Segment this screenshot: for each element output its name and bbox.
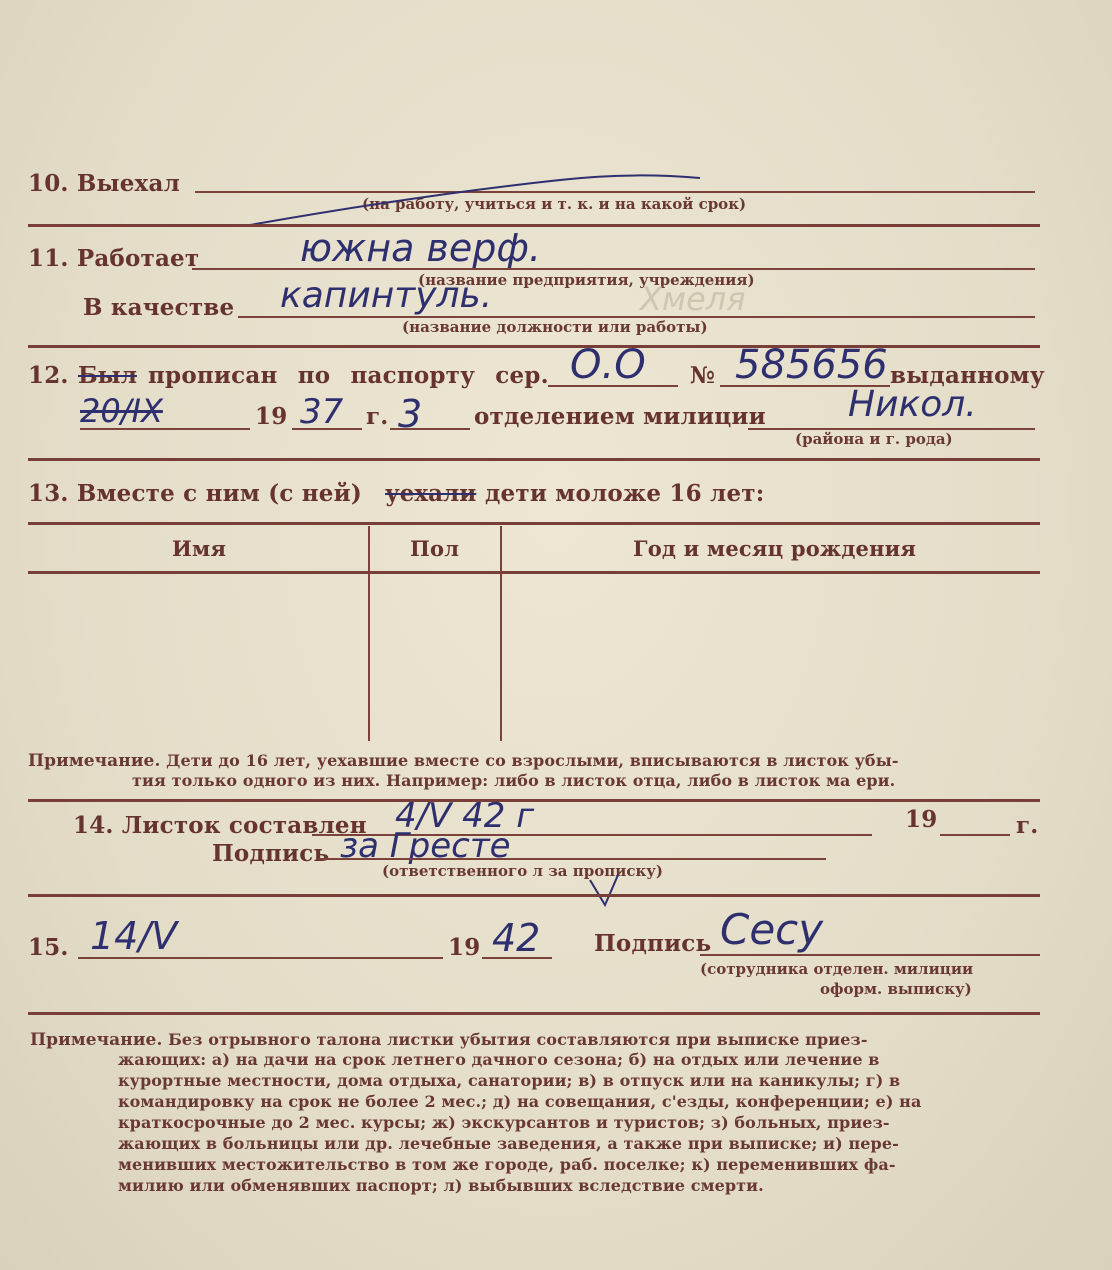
city-caption: (района и г. рода) — [795, 430, 953, 448]
column-header-name: Имя — [172, 536, 227, 561]
divider-rule — [28, 894, 1040, 897]
year-prefix-14: 19 — [905, 806, 938, 833]
handwritten-passport-number: 585656 — [735, 342, 888, 388]
signature-label-15: Подпись — [594, 930, 712, 957]
section-13-label-end: дети моложе 16 лет: — [485, 480, 765, 507]
column-header-birth: Год и месяц рождения — [633, 536, 917, 561]
handwritten-issue-date: 20/IX — [80, 392, 163, 430]
handwritten-compiled-date: 4/V 42 г — [395, 796, 535, 836]
section-11-label: 11. Работает — [28, 245, 200, 272]
year-prefix: 19 — [255, 403, 288, 430]
dept-label: отделением милиции — [474, 403, 766, 430]
note-2-line-1: Примечание. Без отрывного талона листки убытия составляются при выписке приез- — [30, 1030, 868, 1050]
handwritten-issue-year: 37 — [300, 392, 344, 432]
section-14-caption: (ответственного л за прописку) — [382, 862, 663, 880]
section-15-label: 15. — [28, 934, 69, 961]
note-2-line-7: менивших местожительство в том же городе, раб. поселке; к) переменивших фа- — [118, 1155, 896, 1174]
section-12-number: 12. — [28, 362, 69, 389]
note-2-line-4: командировку на срок не более 2 мес.; д) на совещания, с'езды, конференции; е) на — [118, 1092, 922, 1111]
issued-label: выданному — [890, 362, 1045, 389]
section-14-label: 14. Листок составлен — [73, 812, 367, 839]
year-line-15 — [482, 957, 552, 959]
note-1-line-1: Примечание. Дети до 16 лет, уехавшие вместе со взрослыми, вписываются в листок убы- — [28, 751, 899, 771]
section-13-label-start: 13. Вместе с ним (с ней) — [28, 480, 362, 507]
struck-word-uehali: уехали — [385, 480, 477, 507]
section-10-label: 10. Выехал — [28, 170, 180, 197]
handwritten-workplace: южна верф. — [300, 226, 541, 270]
column-header-sex: Пол — [410, 536, 460, 561]
role-caption: (название должности или работы) — [402, 318, 708, 336]
note-2-line-8: милию или обменявших паспорт; л) выбывших вследствие смерти. — [118, 1176, 764, 1195]
year-prefix-15: 19 — [448, 934, 481, 961]
handwritten-city: Никол. — [848, 384, 977, 425]
handwritten-signature-15: Сесу — [720, 905, 824, 954]
workplace-caption: (название предприятия, учреждения) — [418, 271, 755, 289]
date-line-15 — [78, 957, 443, 959]
role-label: В качестве — [83, 294, 235, 321]
handwritten-dept-number: 3 — [398, 392, 423, 436]
struck-word-byl: Был — [78, 362, 137, 389]
note-2-line-3: курортные местности, дома отдыха, санатории; в) в отпуск или на каникулы; г) в — [118, 1071, 901, 1090]
handwritten-role: капинтуль. — [280, 275, 493, 316]
handwritten-series: О.О — [570, 342, 646, 388]
section-15-caption-2: оформ. выписку) — [820, 980, 972, 998]
handwritten-signature-14: за Гресте — [340, 826, 511, 866]
g-label: г. — [366, 403, 389, 430]
signature-line-15 — [700, 954, 1040, 956]
faint-handwriting: Хмеля — [640, 280, 746, 318]
section-15-caption-1: (сотрудника отделен. милиции — [700, 960, 974, 978]
divider-rule — [28, 1012, 1040, 1015]
section-10-caption: (на работу, учиться и т. к. и на какой срок) — [362, 195, 747, 213]
section-12-label: прописан по паспорту сер. — [148, 362, 549, 389]
g-label-14: г. — [1016, 812, 1039, 839]
note-1-line-2: тия только одного из них. Например: либо в листок отца, либо в листок ма ери. — [132, 771, 896, 790]
note-2-line-2: жающих: а) на дачи на срок летнего дачного сезона; б) на отдых или лечение в — [118, 1050, 880, 1069]
handwritten-year-15: 42 — [492, 916, 541, 960]
handwritten-date-15: 14/V — [90, 914, 178, 958]
note-2-line-6: жающих в больницы или др. лечебные заведения, а также при выписке; и) пере- — [118, 1134, 899, 1153]
number-sign: № — [690, 362, 716, 389]
note-2-line-5: краткосрочные до 2 мес. курсы; ж) экскурсантов и туристов; з) больных, приез- — [118, 1113, 890, 1132]
signature-label-14: Подпись — [212, 840, 330, 867]
